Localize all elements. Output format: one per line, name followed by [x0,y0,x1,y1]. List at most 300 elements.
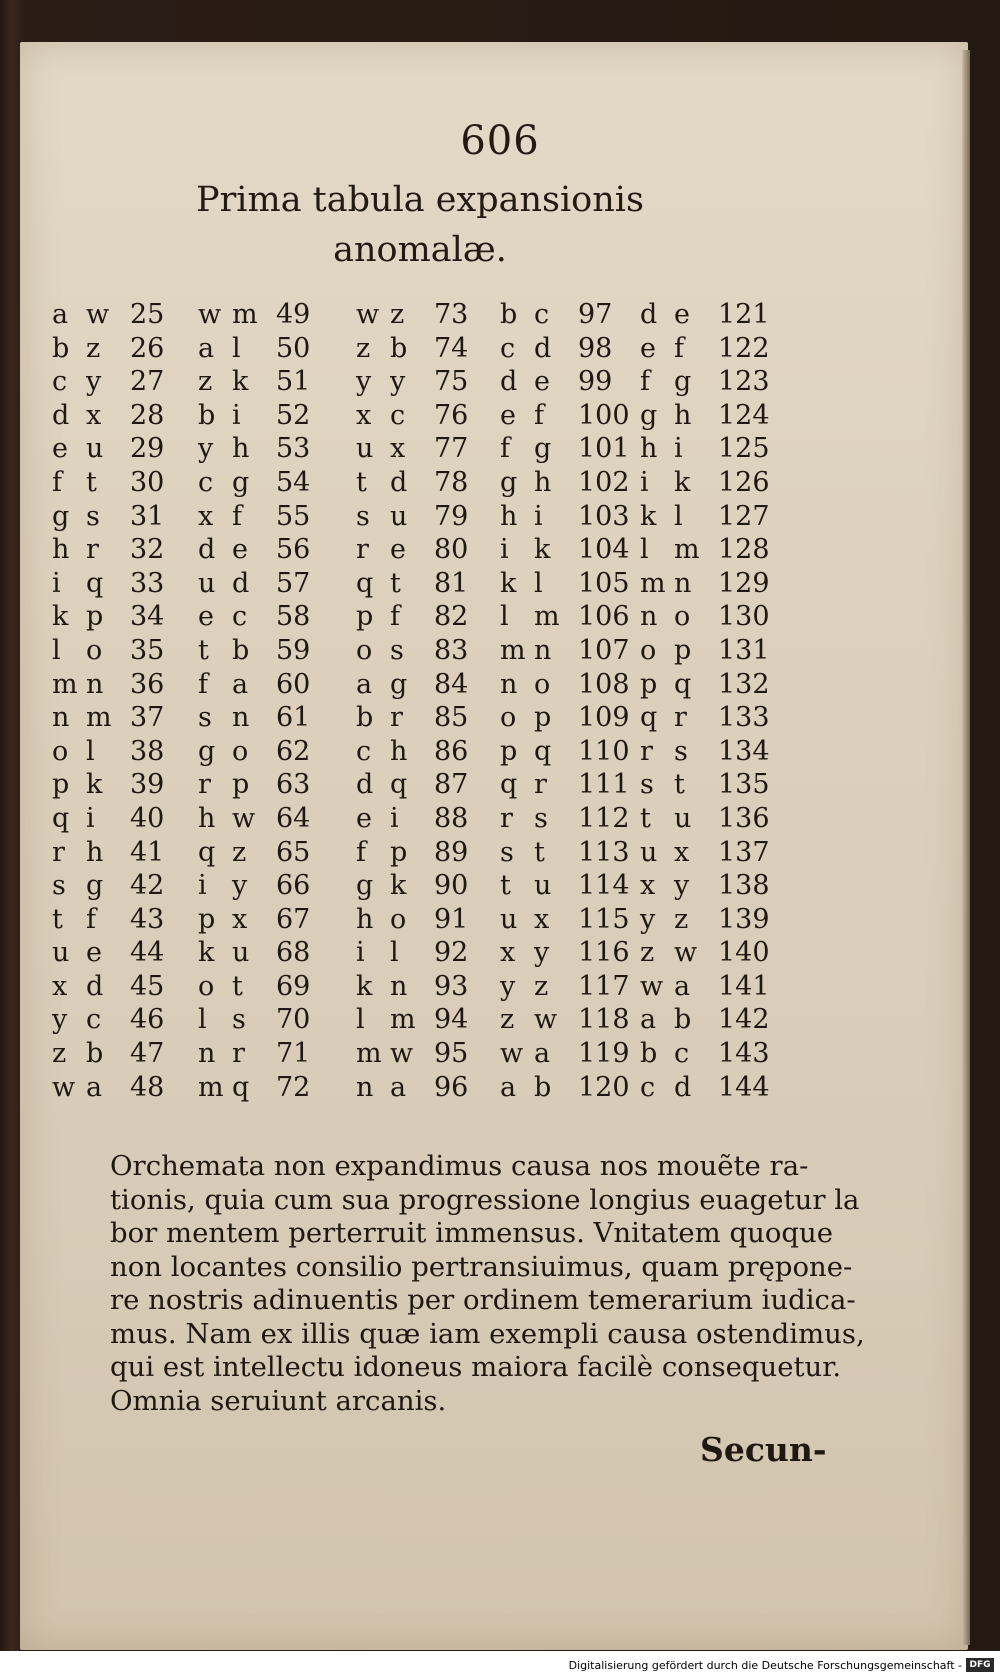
row-number: 87 [434,769,469,801]
cipher-letter: a [500,1071,517,1103]
key-letter: w [390,1038,414,1070]
table-column [198,298,336,1104]
key-letter: g [390,668,408,700]
table-row [198,500,336,534]
cipher-letter: q [640,702,658,734]
cipher-letter: a [640,1004,657,1036]
key-letter: m [86,702,112,734]
table-row [640,668,778,702]
row-number: 43 [130,903,165,935]
row-number: 53 [276,433,311,465]
key-letter: k [86,769,103,801]
cipher-letter: r [640,735,653,767]
key-letter: u [534,870,552,902]
table-row [640,399,778,433]
key-letter: t [86,466,97,498]
key-letter: u [232,937,250,969]
key-letter: q [390,769,408,801]
row-number: 102 [578,466,630,498]
table-row [52,1003,190,1037]
table-row [500,500,638,534]
key-letter: c [674,1038,690,1070]
key-letter: b [232,634,250,666]
cipher-letter: l [640,534,649,566]
cipher-letter: u [500,903,518,935]
table-row [500,701,638,735]
table-row [52,365,190,399]
cipher-letter: p [356,601,374,633]
cipher-letter: g [500,466,518,498]
key-letter: y [674,870,690,902]
key-letter: l [86,735,95,767]
row-number: 40 [130,802,165,834]
row-number: 109 [578,702,630,734]
table-row [500,668,638,702]
row-number: 71 [276,1038,311,1070]
key-letter: a [232,668,249,700]
table-row [640,600,778,634]
row-number: 63 [276,769,311,801]
key-letter: q [534,735,552,767]
table-row [356,668,494,702]
cipher-letter: r [52,836,65,868]
paragraph-line: mus. Nam ex illis quæ iam exempli causa ostendimus, [110,1317,865,1350]
cipher-letter: s [640,769,654,801]
paragraph-line: bor mentem perterruit immensus. Vnitatem quoque [110,1217,833,1249]
key-letter: t [534,836,545,868]
table-row [52,970,190,1004]
table-row [356,936,494,970]
key-letter: b [390,332,408,364]
table-row [500,634,638,668]
row-number: 125 [718,433,770,465]
row-number: 74 [434,332,469,364]
table-row [356,567,494,601]
key-letter: u [390,500,408,532]
table-row [52,1071,190,1105]
table-column [52,298,190,1104]
cipher-letter: y [52,1004,68,1036]
key-letter: c [534,299,550,330]
cipher-letter: s [52,870,66,902]
table-row [500,432,638,466]
row-number: 139 [718,903,770,935]
row-number: 32 [130,534,165,566]
key-letter: e [390,534,406,566]
row-number: 90 [434,870,469,902]
row-number: 126 [718,466,770,498]
cipher-letter: m [52,668,78,700]
row-number: 143 [718,1038,770,1070]
row-number: 115 [578,903,630,935]
cipher-letter: d [198,534,216,566]
cipher-letter: e [356,802,372,834]
cipher-letter: g [356,870,374,902]
row-number: 134 [718,735,770,767]
row-number: 96 [434,1071,469,1103]
cipher-letter: l [356,1004,365,1036]
row-number: 31 [130,500,165,532]
row-number: 136 [718,802,770,834]
row-number: 97 [578,299,613,330]
row-number: 37 [130,702,165,734]
key-letter: b [534,1071,552,1103]
row-number: 108 [578,668,630,700]
table-row [500,567,638,601]
key-letter: q [674,668,692,700]
cipher-letter: h [198,802,216,834]
key-letter: n [534,634,552,666]
cipher-letter: h [356,903,374,935]
table-row [52,768,190,802]
cipher-letter: q [500,769,518,801]
row-number: 110 [578,735,630,767]
key-letter: d [232,567,250,599]
key-letter: m [534,601,560,633]
cipher-letter: k [356,970,373,1002]
row-number: 79 [434,500,469,532]
table-row [356,533,494,567]
cipher-letter: o [52,735,69,767]
cipher-letter: h [52,534,70,566]
cipher-letter: m [356,1038,382,1070]
cipher-letter: t [500,870,511,902]
key-letter: g [674,366,692,398]
table-row [500,1071,638,1105]
key-letter: l [534,567,543,599]
key-letter: z [674,903,689,935]
key-letter: d [86,970,104,1002]
row-number: 28 [130,399,165,431]
cipher-letter: z [500,1004,515,1036]
cipher-letter: x [356,399,372,431]
table-row [198,768,336,802]
row-number: 129 [718,567,770,599]
table-row [356,970,494,1004]
cipher-letter: f [640,366,650,398]
catchword: Secun- [700,1430,827,1469]
table-row [640,432,778,466]
key-letter: n [232,702,250,734]
row-number: 103 [578,500,630,532]
table-row [640,1037,778,1071]
key-letter: k [232,366,249,398]
cipher-letter: k [52,601,69,633]
table-row [198,802,336,836]
row-number: 101 [578,433,630,465]
table-row [198,399,336,433]
key-letter: h [232,433,250,465]
table-row [640,365,778,399]
row-number: 69 [276,970,311,1002]
table-row [198,701,336,735]
table-row [640,466,778,500]
cipher-letter: x [198,500,214,532]
cipher-letter: n [640,601,658,633]
key-letter: s [232,1004,246,1036]
table-row [356,500,494,534]
cipher-letter: t [356,466,367,498]
cipher-letter: z [198,366,213,398]
cipher-letter: c [52,366,68,398]
cipher-letter: o [500,702,517,734]
cipher-letter: b [500,299,518,330]
table-row [52,600,190,634]
row-number: 84 [434,668,469,700]
row-number: 82 [434,601,469,633]
cipher-letter: c [500,332,516,364]
cipher-letter: n [356,1071,374,1103]
row-number: 105 [578,567,630,599]
cipher-letter: i [640,466,649,498]
cipher-letter: p [198,903,216,935]
table-row [500,802,638,836]
cipher-letter: b [198,399,216,431]
table-row [52,735,190,769]
cipher-letter: q [356,567,374,599]
cipher-letter: k [640,500,657,532]
key-letter: h [534,466,552,498]
table-row [52,567,190,601]
cipher-letter: w [640,970,664,1002]
row-number: 54 [276,466,311,498]
row-number: 122 [718,332,770,364]
table-row [356,903,494,937]
key-letter: y [390,366,406,398]
row-number: 44 [130,937,165,969]
cipher-letter: y [198,433,214,465]
table-row [52,668,190,702]
row-number: 141 [718,970,770,1002]
paragraph-line: Orchemata non expandimus causa nos mouẽte ra- [110,1150,809,1182]
row-number: 68 [276,937,311,969]
row-number: 92 [434,937,469,969]
table-row [198,466,336,500]
cipher-letter: y [640,903,656,935]
table-row [500,533,638,567]
table-row [500,735,638,769]
cipher-letter: b [640,1038,658,1070]
cipher-letter: f [356,836,366,868]
table-row [198,432,336,466]
table-row [500,970,638,1004]
body-paragraph [110,1150,865,1418]
cipher-letter: a [356,668,373,700]
cipher-letter: r [356,534,369,566]
cipher-letter: o [198,970,215,1002]
row-number: 75 [434,366,469,398]
key-letter: e [674,299,690,330]
row-number: 124 [718,399,770,431]
row-number: 36 [130,668,165,700]
cipher-letter: b [52,332,70,364]
table-row [356,298,494,332]
key-letter: w [534,1004,558,1036]
paragraph-line: non locantes consilio pertransiuimus, quam prępone- [110,1250,853,1283]
row-number: 64 [276,802,311,834]
key-letter: c [86,1004,102,1036]
row-number: 137 [718,836,770,868]
key-letter: x [674,836,690,868]
table-row [640,970,778,1004]
row-number: 56 [276,534,311,566]
table-row [52,466,190,500]
key-letter: x [232,903,248,935]
table-row [52,332,190,366]
table-row [640,903,778,937]
row-number: 49 [276,299,311,330]
row-number: 27 [130,366,165,398]
table-subtitle: anomalæ. [333,230,507,270]
cipher-letter: r [198,769,211,801]
row-number: 52 [276,399,311,431]
table-row [640,701,778,735]
cipher-letter: e [52,433,68,465]
table-row [198,1037,336,1071]
key-letter: p [534,702,552,734]
row-number: 47 [130,1038,165,1070]
cipher-letter: c [356,735,372,767]
table-row [640,1003,778,1037]
table-row [356,399,494,433]
cipher-letter: l [500,601,509,633]
table-row [198,903,336,937]
key-letter: b [674,1004,692,1036]
key-letter: m [232,299,258,330]
table-row [500,869,638,903]
table-row [52,432,190,466]
row-number: 76 [434,399,469,431]
row-number: 144 [718,1071,770,1103]
cipher-letter: p [500,735,518,767]
table-column [640,298,778,1104]
cipher-letter: l [52,634,61,666]
row-number: 38 [130,735,165,767]
cipher-letter: n [500,668,518,700]
table-row [500,298,638,332]
key-letter: o [232,735,249,767]
table-row [198,332,336,366]
row-number: 121 [718,299,770,330]
cipher-letter: t [640,802,651,834]
row-number: 72 [276,1071,311,1103]
dfg-logo: DFG [966,1658,994,1672]
row-number: 39 [130,769,165,801]
cipher-letter: w [52,1071,76,1103]
key-letter: k [534,534,551,566]
key-letter: o [674,601,691,633]
row-number: 86 [434,735,469,767]
table-row [356,432,494,466]
row-number: 130 [718,601,770,633]
cipher-letter: g [52,500,70,532]
table-row [356,802,494,836]
table-row [640,836,778,870]
cipher-letter: b [356,702,374,734]
key-letter: q [86,567,104,599]
table-row [52,802,190,836]
key-letter: n [674,567,692,599]
table-row [198,1003,336,1037]
row-number: 118 [578,1004,630,1036]
table-row [356,1071,494,1105]
table-row [640,1071,778,1105]
key-letter: p [232,769,250,801]
cipher-letter: u [356,433,374,465]
cipher-letter: s [356,500,370,532]
row-number: 93 [434,970,469,1002]
table-row [52,399,190,433]
row-number: 67 [276,903,311,935]
table-row [500,936,638,970]
key-letter: f [534,399,544,431]
cipher-letter: p [640,668,658,700]
table-row [356,735,494,769]
page-edge [962,50,970,1645]
row-number: 62 [276,735,311,767]
row-number: 60 [276,668,311,700]
table-column [500,298,638,1104]
row-number: 140 [718,937,770,969]
table-row [52,903,190,937]
row-number: 112 [578,802,630,834]
key-letter: u [674,802,692,834]
table-row [356,466,494,500]
cipher-letter: k [198,937,215,969]
table-column [356,298,494,1104]
row-number: 88 [434,802,469,834]
table-title: Prima tabula expansionis [196,180,644,220]
cipher-letter: a [52,299,69,330]
row-number: 46 [130,1004,165,1036]
cipher-letter: u [52,937,70,969]
key-letter: e [86,937,102,969]
key-letter: s [390,634,404,666]
digitization-footer [0,1651,1000,1677]
row-number: 98 [578,332,613,364]
cipher-letter: n [198,1038,216,1070]
row-number: 35 [130,634,165,666]
row-number: 131 [718,634,770,666]
table-row [640,936,778,970]
key-letter: a [534,1038,551,1070]
key-letter: x [390,433,406,465]
table-row [52,1037,190,1071]
row-number: 95 [434,1038,469,1070]
cipher-letter: t [52,903,63,935]
cipher-letter: d [500,366,518,398]
cipher-letter: t [198,634,209,666]
table-row [52,500,190,534]
cipher-letter: r [500,802,513,834]
row-number: 77 [434,433,469,465]
row-number: 85 [434,702,469,734]
key-letter: g [232,466,250,498]
row-number: 99 [578,366,613,398]
table-row [198,936,336,970]
key-letter: z [86,332,101,364]
row-number: 50 [276,332,311,364]
row-number: 89 [434,836,469,868]
table-row [356,634,494,668]
cipher-letter: n [52,702,70,734]
cipher-letter: q [198,836,216,868]
table-row [52,836,190,870]
table-row [500,1037,638,1071]
cipher-letter: s [198,702,212,734]
cipher-letter: z [52,1038,67,1070]
row-number: 114 [578,870,630,902]
